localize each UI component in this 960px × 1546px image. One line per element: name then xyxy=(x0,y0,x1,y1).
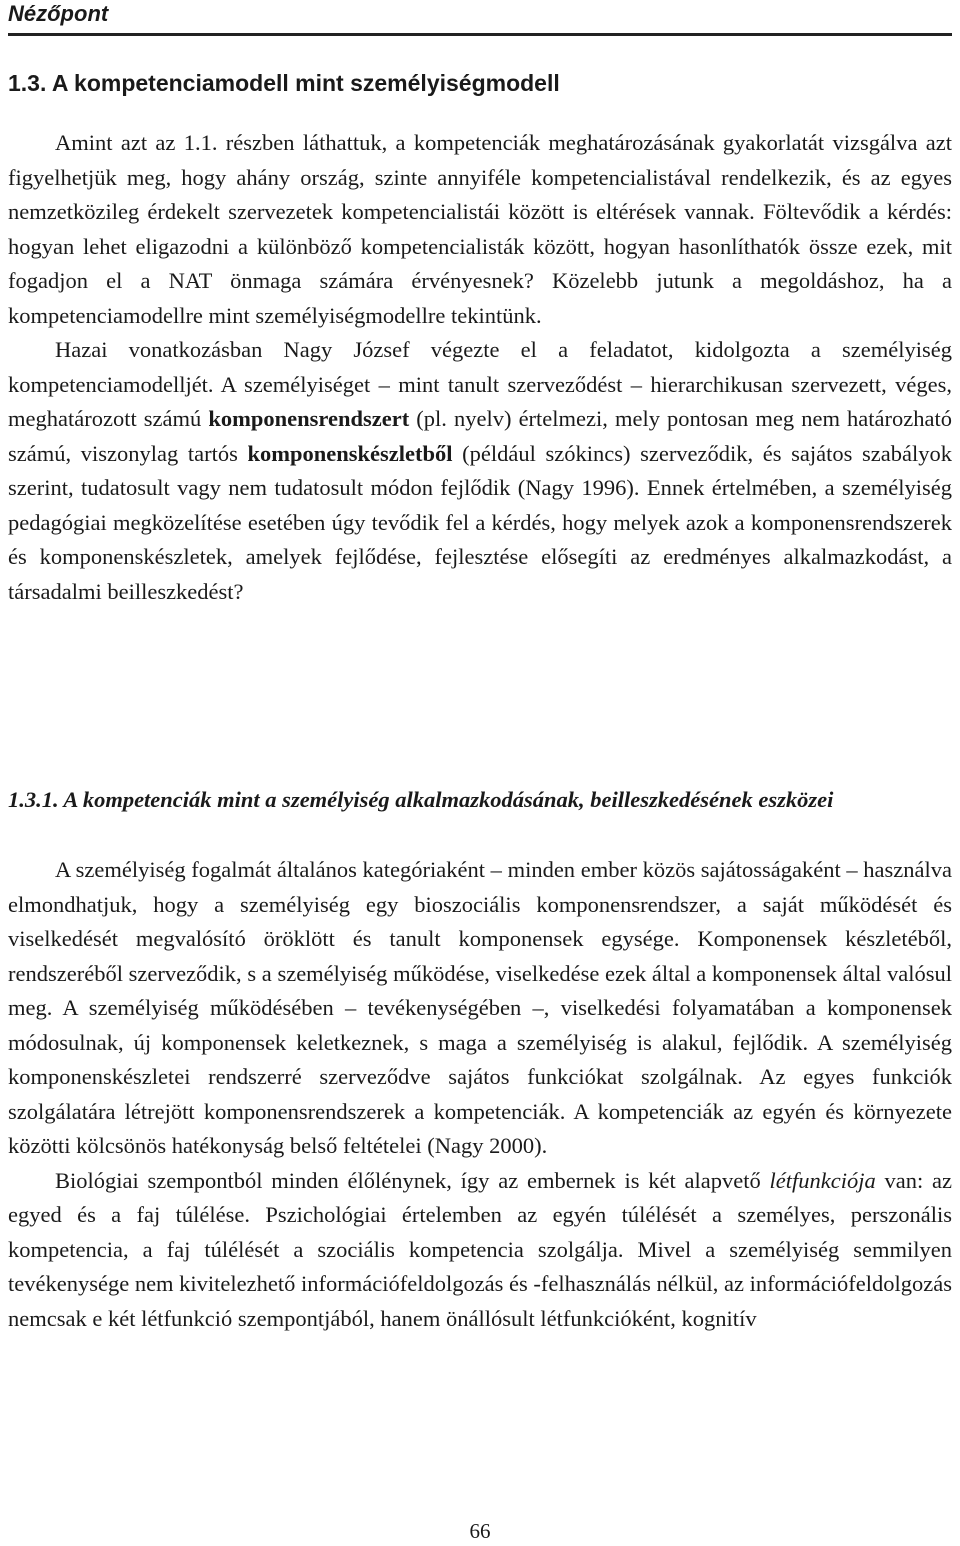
bold-term: komponenskészletből xyxy=(247,440,453,466)
subsection-heading xyxy=(8,785,833,815)
paragraph-text: (például szókincs) szerveződik, és sajátos szabályok szerint, tudatosult vagy nem tudatosult módon fejlődik (Nagy 1996). Ennek értelmében, a személyiség pedagógiai megközelítése esetében úgy tevődik fel a kérdés, hogy melyek azok a komponensrendszerek és komponenskészletek, amelyek fejlődése, fejlesztése elősegíti az eredményes alkalmazkodást, a társadalmi beilleszkedést? xyxy=(8,440,952,604)
subsection-body xyxy=(8,853,952,1336)
italic-term: létfunkciója xyxy=(769,1167,876,1193)
subsection-paragraph-2 xyxy=(8,1164,952,1337)
paragraph-text: van: az egyed és a faj túlélése. Pszichológiai értelemben az egyén túlélését a személyes, perszonális kompetencia, a faj túlélését a szociális kompetencia szolgálja. Mivel a személyiség semmilyen tevékenysége nem kivitelezhető információfeldolgozás és -felhasználás nélkül, az információfeldolgozás nemcsak e két létfunkció szempontjából, hanem önállósult létfunkcióként, kognitív xyxy=(8,1167,952,1331)
section-paragraph-2 xyxy=(8,333,952,609)
section-heading: 1.3. A kompetenciamodell mint személyiségmodell xyxy=(8,70,560,96)
page-number: 66 xyxy=(469,1519,491,1543)
paragraph-text: (pl. nyelv) értelmezi, mely pontosan meg nem határozható számú, viszonylag tartós xyxy=(8,406,952,466)
running-head-title: Nézőpont xyxy=(8,1,109,26)
paragraph-text: Hazai vonatkozásban Nagy József végezte el a feladatot, kidolgozta a személyiség kompetenciamodelljét. A személyiséget – mint tanult szerveződést – hierarchikusan szervezett, véges, meghatározott számú xyxy=(8,337,952,431)
section-paragraph-1: Amint azt az 1.1. részben láthattuk, a kompetenciák meghatározásának gyakorlatát vizsgálva azt figyelhetjük meg, hogy ahány ország, szinte annyiféle kompetencialistával rendelkezik, és az egyes nemzetközileg érdekelt szervezetek kompetencialistái között is eltérések vannak. Föltevődik a kérdés: hogyan lehet eligazodni a különböző kompetencialisták között, hogyan hasonlíthatók össze ezek, mit fogadjon el a NAT önmaga számára érvényesnek? Közelebb jutunk a megoldáshoz, ha a kompetenciamodellre mint személyiségmodellre tekintünk. xyxy=(8,130,952,328)
subsection-number: 1.3.1. xyxy=(8,787,64,812)
paragraph-text: Biológiai szempontból minden élőlénynek, így az embernek is két alapvető xyxy=(55,1167,770,1193)
subsection-paragraph-1: A személyiség fogalmát általános kategóriaként – minden ember közös sajátosságaként – használva elmondhatjuk, hogy a személyiség egy bioszociális komponensrendszer, a saját működését és viselkedését megvalósító öröklött és tanult komponensek egysége. Komponensek készletéből, rendszeréből szerveződik, s a személyiség működése, viselkedése ezek által a komponensek által valósul meg. A személyiség működésében – tevékenységében –, viselkedési folyamatában a komponensek módosulnak, új komponensek keletkeznek, s maga a személyiség is alakul, fejlődik. A személyiség komponenskészletei rendszerré szerveződve sajátos funkciókat szolgálnak. Az egyes funkciók szolgálatára létrejött komponensrendszerek a kompetenciák. A kompetenciák az egyén és környezete közötti kölcsönös hatékonyság belső feltételei (Nagy 2000). xyxy=(8,857,952,1158)
bold-term: komponensrendszert xyxy=(208,406,410,431)
header-rule xyxy=(8,33,952,36)
section-body xyxy=(8,126,952,609)
subsection-title-text: A kompetenciák mint a személyiség alkalmazkodásának, beilleszkedésének eszközei xyxy=(63,787,834,812)
